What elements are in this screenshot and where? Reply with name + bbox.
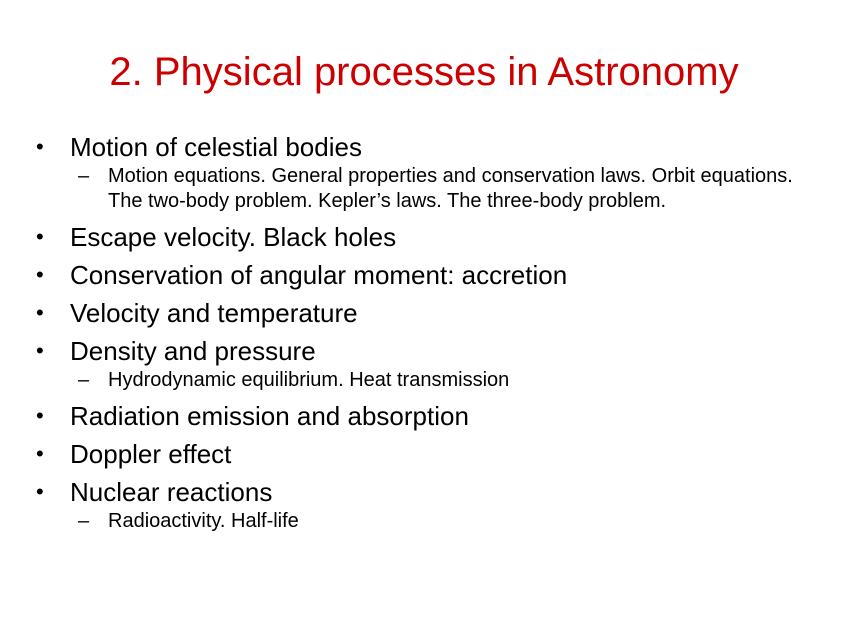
bullet-dot-icon: • bbox=[36, 441, 44, 466]
bullet-dot-icon: • bbox=[36, 479, 44, 504]
bullet-item bbox=[36, 222, 816, 252]
bullet-dot-icon: • bbox=[36, 224, 44, 249]
bullet-text: Conservation of angular moment: accretion bbox=[70, 260, 568, 290]
dash-icon: – bbox=[78, 165, 90, 187]
bullet-text: Nuclear reactions bbox=[70, 477, 273, 507]
bullet-item bbox=[36, 132, 816, 214]
bullet-text: Doppler effect bbox=[70, 439, 232, 469]
sub-bullet-text: Hydrodynamic equilibrium. Heat transmission bbox=[108, 369, 510, 391]
sub-bullet-item bbox=[70, 509, 816, 534]
dash-icon: – bbox=[78, 369, 90, 391]
bullet-dot-icon: • bbox=[36, 262, 44, 287]
bullet-item bbox=[36, 401, 816, 431]
sub-bullet-text: Radioactivity. Half-life bbox=[108, 510, 299, 532]
dash-icon: – bbox=[78, 510, 90, 532]
slide-title: 2. Physical processes in Astronomy bbox=[109, 50, 739, 94]
bullet-text: Motion of celestial bodies bbox=[70, 132, 362, 162]
bullet-text: Velocity and temperature bbox=[70, 298, 358, 328]
bullet-item bbox=[36, 298, 816, 328]
bullet-dot-icon: • bbox=[36, 134, 44, 159]
sub-bullet-item bbox=[70, 164, 816, 214]
sub-bullet-text: Motion equations. General properties and conservation laws. Orbit equations. The two-body problem. Kepler’s laws. The three-body problem. bbox=[108, 165, 793, 212]
bullet-item bbox=[36, 477, 816, 534]
bullet-text: Density and pressure bbox=[70, 336, 316, 366]
bullet-text: Radiation emission and absorption bbox=[70, 401, 469, 431]
bullet-list bbox=[36, 132, 816, 542]
sub-bullet-item bbox=[70, 368, 816, 393]
bullet-item bbox=[36, 336, 816, 393]
bullet-text: Escape velocity. Black holes bbox=[70, 222, 397, 252]
bullet-dot-icon: • bbox=[36, 403, 44, 428]
bullet-dot-icon: • bbox=[36, 338, 44, 363]
bullet-dot-icon: • bbox=[36, 300, 44, 325]
bullet-item bbox=[36, 439, 816, 469]
bullet-item bbox=[36, 260, 816, 290]
